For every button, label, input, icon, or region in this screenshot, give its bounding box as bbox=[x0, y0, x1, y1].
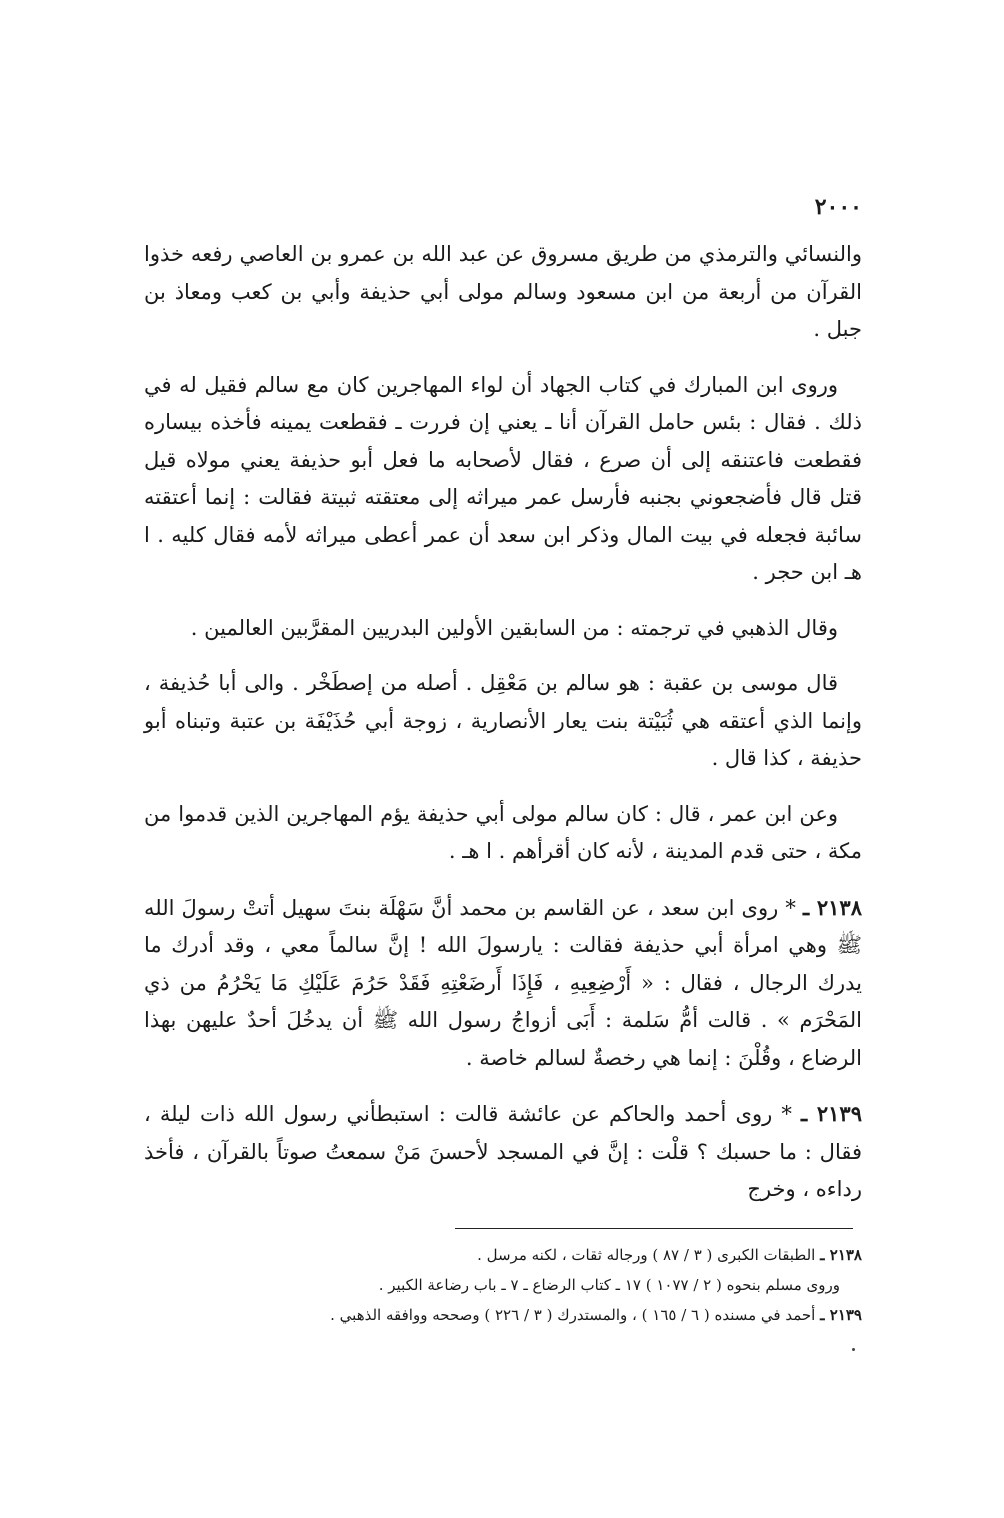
hadith-2138 bbox=[144, 889, 862, 1078]
footnote-2138-muslim bbox=[144, 1270, 862, 1300]
paragraph-dhahabi: وقال الذهبي في ترجمته : من السابقين الأولين البدريين المقرَّبين العالمين . bbox=[190, 615, 838, 640]
hadith-2139 bbox=[144, 1095, 862, 1209]
footnote-number: ٢١٣٨ ـ bbox=[820, 1246, 862, 1264]
footnote-text: وروى مسلم بنحوه ( ٢ / ١٠٧٧ ) ١٧ ـ كتاب الرضاع ـ ٧ ـ باب رضاعة الكبير . bbox=[378, 1276, 840, 1294]
hadith-text: * روى أحمد والحاكم عن عائشة قالت : استبطأني رسول الله ذات ليلة ، فقال : ما حسبك ؟ قلْت : إنَّ في المسجد لأحسنَ مَنْ سمعتُ صوتاً بالقرآن ، فأخذ رداءه ، وخرج bbox=[144, 1102, 862, 1201]
end-mark bbox=[852, 1348, 855, 1351]
page-number: ٢٠٠٠ bbox=[814, 194, 862, 220]
body-text bbox=[144, 236, 862, 1209]
footnotes bbox=[144, 1240, 862, 1330]
footnote-text: الطبقات الكبرى ( ٣ / ٨٧ ) ورجاله ثقات ، لكنه مرسل . bbox=[477, 1246, 816, 1264]
paragraph-nasai: والنسائي والترمذي من طريق مسروق عن عبد الله بن عمرو بن العاصي رفعه خذوا القرآن من أربعة من ابن مسعود وسالم مولى أبي حذيفة وأبي بن كعب ومعاذ بن جبل . bbox=[144, 242, 862, 341]
footnote-divider bbox=[455, 1228, 853, 1229]
hadith-text: * روى ابن سعد ، عن القاسم بن محمد أنَّ سَهْلَة بنتَ سهيل أتتْ رسولَ الله ﷺ وهي امرأة أبي حذيفة فقالت : يارسولَ الله ! إنَّ سالماً معي ، وقد أدرك ما يدرك الرجال ، فقال : « أَرْضِعِيهِ ، فَإِذَا أَرضَعْتِهِ فَقَدْ حَرُمَ عَلَيْكِ مَا يَحْرُمُ من ذي المَحْرَم » . قالت أمُّ سَلمة : أَبَى أزواجُ رسول الله ﷺ أن يدخُلَ أحدٌ عليهن بهذا الرضاع ، وقُلْنَ : إنما هي رخصةٌ لسالم خاصة . bbox=[144, 895, 862, 1070]
footnote-text: أحمد في مسنده ( ٦ / ١٦٥ ) ، والمستدرك ( ٣ / ٢٢٦ ) وصححه ووافقه الذهبي . bbox=[330, 1306, 816, 1324]
hadith-number: ٢١٣٨ ـ bbox=[802, 894, 862, 920]
paragraph-musa-ibn-uqba: قال موسى بن عقبة : هو سالم بن مَعْقِل . أصله من إصطَخْر . والى أبا حُذيفة ، وإنما الذي أعتقه هي ثُبَيْتة بنت يعار الأنصارية ، زوجة أبي حُذَيْفَة بن عتبة وتبناه أبو حذيفة ، كذا قال . bbox=[144, 671, 862, 770]
footnote-number: ٢١٣٩ ـ bbox=[820, 1306, 862, 1324]
footnote-2139 bbox=[144, 1300, 862, 1330]
hadith-number: ٢١٣٩ ـ bbox=[800, 1101, 862, 1126]
paragraph-ibn-umar: وعن ابن عمر ، قال : كان سالم مولى أبي حذيفة يؤم المهاجرين الذين قدموا من مكة ، حتى قدم المدينة ، لأنه كان أقرأهم . ا هـ . bbox=[144, 801, 862, 863]
paragraph-ibn-mubarak: وروى ابن المبارك في كتاب الجهاد أن لواء المهاجرين كان مع سالم فقيل له في ذلك . فقال : بئس حامل القرآن أنا ـ يعني إن فررت ـ فقطعت يمينه فأخذه بيساره فقطعت فاعتنقه إلى أن صرع ، فقال لأصحابه ما فعل أبو حذيفة يعني مولاه قيل قتل قال فأضجعوني بجنبه فأرسل عمر ميراثه إلى معتقته ثبيتة فقالت : إنما أعتقته سائبة فجعله في بيت المال وذكر ابن سعد أن عمر أعطى ميراثه لأمه فقال كليه . ا هـ ابن حجر . bbox=[144, 372, 862, 584]
footnote-2138 bbox=[144, 1240, 862, 1270]
